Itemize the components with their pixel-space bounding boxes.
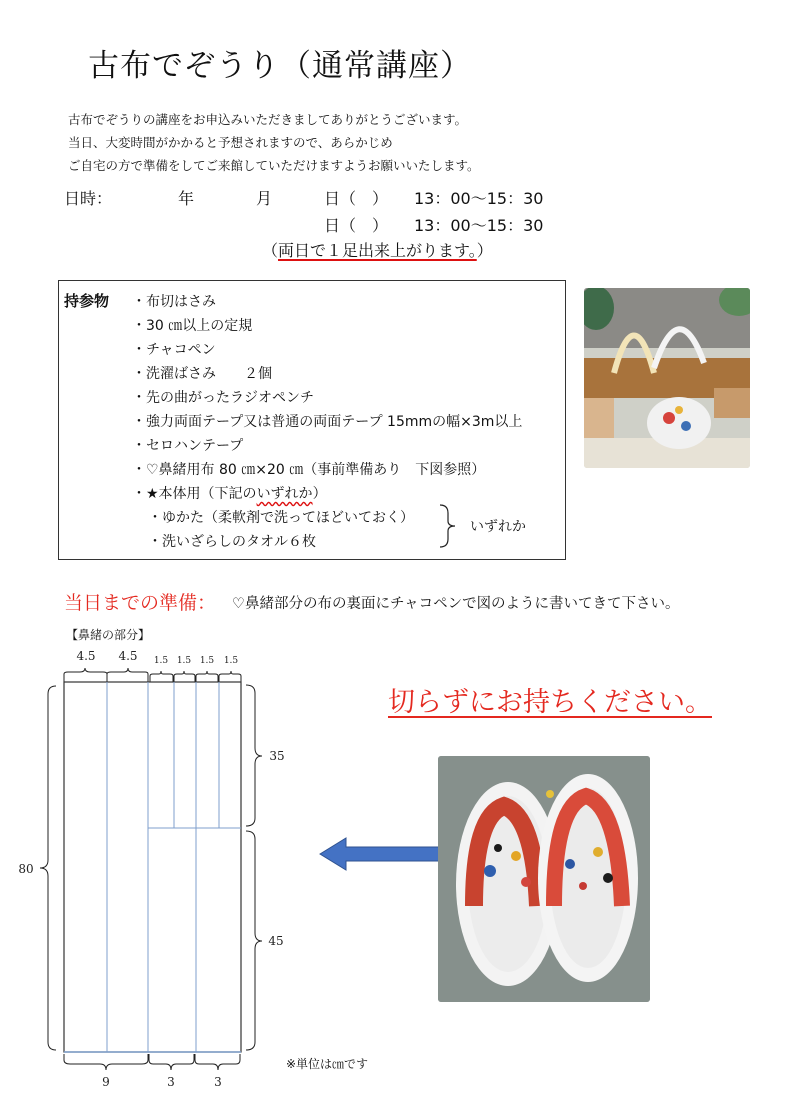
belongings-item: ・セロハンテープ [132,438,244,454]
right-brace-1 [246,685,262,826]
schedule-day-2: 日（ ） [324,216,389,235]
intro-line-1: 古布でぞうりの講座をお申込みいただきましてありがとうございます。 [68,112,468,127]
hanao-cutting-diagram [0,640,300,1090]
bottom-brace-1 [64,1054,148,1070]
preparation-heading: 当日までの準備： [64,592,217,614]
top-brace-4 [174,671,195,682]
belongings-item: ・先の曲がったラジオペンチ [132,390,314,406]
top-dim-2: 4.5 [118,649,138,663]
body-item-prefix: ・★本体用（下記の [132,486,257,502]
belongings-sub-item: ・ゆかた（柔軟剤で洗ってほどいておく） [148,510,414,526]
top-brace-6 [219,671,241,682]
page-title: 古布でぞうり（通常講座） [88,48,472,84]
preparation-text: ♡鼻緒部分の布の裏面にチャコペンで図のように書いてきて下さい。 [232,596,680,612]
fabric-outline [64,682,241,1052]
top-dim-4: 1.5 [176,656,192,666]
right-brace-2 [246,831,262,1050]
belongings-item: ・布切はさみ [132,294,216,310]
diagram-label: 【鼻緒の部分】 [66,628,151,642]
left-dim: 80 [18,862,34,876]
top-dim-3: 1.5 [153,656,169,666]
schedule-note-underlined: 両日で１足出来上がります。 [278,241,477,260]
schedule-note: （両日で１足出来上がります。） [262,241,493,260]
top-dim-1: 4.5 [76,649,96,663]
zouri-photo [438,756,650,1002]
top-dim-6: 1.5 [223,656,239,666]
call-to-action: 切らずにお持ちください。 [388,687,712,718]
bottom-dim-2: 3 [167,1075,175,1089]
belongings-item: ・洗濯ばさみ ２個 [132,366,272,382]
unit-note: ※単位は㎝です [286,1057,369,1071]
left-arrow-icon [318,834,454,874]
body-item-suffix: ） [312,486,327,502]
top-brace-3 [150,671,173,682]
either-brace [436,503,466,549]
intro-line-2: 当日、大変時間がかかると予想されますので、あらかじめ [68,135,393,150]
belongings-sub-item: ・洗いざらしのタオル６枚 [148,534,316,550]
right-dim-1: 35 [269,749,285,763]
top-dim-5: 1.5 [199,656,215,666]
schedule-label: 日時： [64,189,113,208]
belongings-label: 持参物 [64,292,110,310]
belongings-item: ・強力両面テープ又は普通の両面テープ 15mmの幅×3m以上 [132,414,523,430]
schedule-day-1: 日（ ） [324,189,389,208]
belongings-item: ・チャコペン [132,342,216,358]
intro-line-3: ご自宅の方で準備をしてご来館していただけますようお願いいたします。 [68,158,480,173]
bottom-brace-3 [195,1054,240,1070]
bottom-brace-2 [149,1054,194,1070]
top-brace-1 [64,668,107,682]
schedule-year: 年 [178,189,195,208]
schedule-time-2: 13：00～15：30 [414,216,544,235]
top-brace-5 [196,671,218,682]
schedule-time-1: 13：00～15：30 [414,189,544,208]
body-item-emphasis: いずれか [256,486,313,502]
bottom-dim-1: 9 [102,1075,110,1089]
schedule-month: 月 [256,189,273,208]
bottom-dim-3: 3 [214,1075,222,1089]
left-brace [40,686,56,1050]
either-label: いずれか [470,519,526,535]
belongings-item: ・30 ㎝以上の定規 [132,318,253,334]
workshop-photo [584,288,750,468]
right-dim-2: 45 [268,934,284,948]
belongings-item: ・♡鼻緒用布 80 ㎝×20 ㎝（事前準備あり 下図参照） [132,462,486,478]
belongings-item-body [132,483,327,503]
top-brace-2 [107,668,148,682]
